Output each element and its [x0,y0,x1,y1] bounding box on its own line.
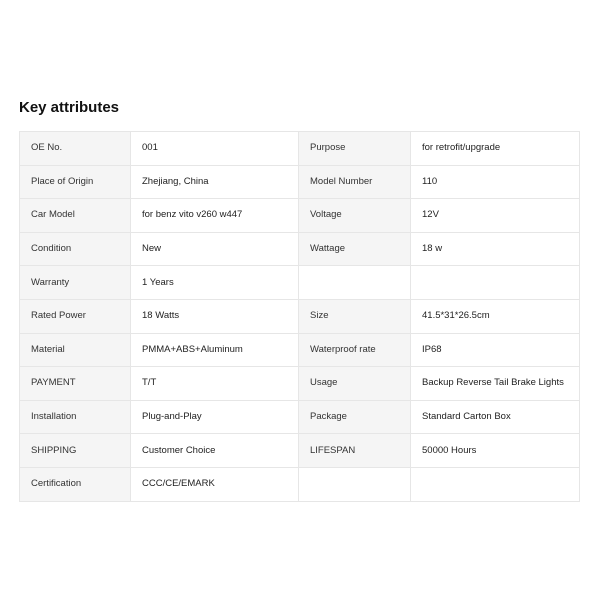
attribute-value: for retrofit/upgrade [411,132,580,166]
attribute-value: CCC/CE/EMARK [131,467,299,501]
attribute-label: Model Number [299,165,411,199]
attribute-value: New [131,232,299,266]
table-row [20,434,580,468]
attribute-label: Certification [20,467,131,501]
attribute-label: Size [299,299,411,333]
table-row [20,165,580,199]
attribute-value: 18 Watts [131,299,299,333]
attribute-value: Backup Reverse Tail Brake Lights [411,367,580,401]
attribute-label: OE No. [20,132,131,166]
attribute-value: 18 w [411,232,580,266]
attribute-value: 50000 Hours [411,434,580,468]
section-title: Key attributes [19,99,120,116]
empty-cell [411,467,580,501]
empty-cell [299,266,411,300]
attribute-label: Condition [20,232,131,266]
table-row [20,266,580,300]
attribute-label: Warranty [20,266,131,300]
attribute-label: Wattage [299,232,411,266]
attribute-label: Material [20,333,131,367]
table-row [20,232,580,266]
attribute-label: Rated Power [20,299,131,333]
empty-cell [299,467,411,501]
attribute-value: 001 [131,132,299,166]
table-row [20,132,580,166]
attribute-value: T/T [131,367,299,401]
table-row [20,199,580,233]
attribute-label: SHIPPING [20,434,131,468]
attribute-value: PMMA+ABS+Aluminum [131,333,299,367]
attribute-label: Purpose [299,132,411,166]
attribute-value: 12V [411,199,580,233]
attribute-label: Usage [299,367,411,401]
table-row [20,367,580,401]
table-row [20,299,580,333]
empty-cell [411,266,580,300]
attribute-label: Waterproof rate [299,333,411,367]
attribute-label: Installation [20,400,131,434]
key-attributes-table [19,131,580,502]
attribute-value: Customer Choice [131,434,299,468]
attribute-value: for benz vito v260 w447 [131,199,299,233]
attribute-value: 41.5*31*26.5cm [411,299,580,333]
attribute-value: 1 Years [131,266,299,300]
attribute-label: Place of Origin [20,165,131,199]
attribute-label: LIFESPAN [299,434,411,468]
attribute-value: IP68 [411,333,580,367]
attribute-value: Standard Carton Box [411,400,580,434]
attribute-label: Car Model [20,199,131,233]
table-row [20,333,580,367]
attribute-value: Plug-and-Play [131,400,299,434]
attribute-label: PAYMENT [20,367,131,401]
attribute-value: Zhejiang, China [131,165,299,199]
attribute-label: Package [299,400,411,434]
attribute-value: 110 [411,165,580,199]
attribute-label: Voltage [299,199,411,233]
table-row [20,400,580,434]
table-row [20,467,580,501]
